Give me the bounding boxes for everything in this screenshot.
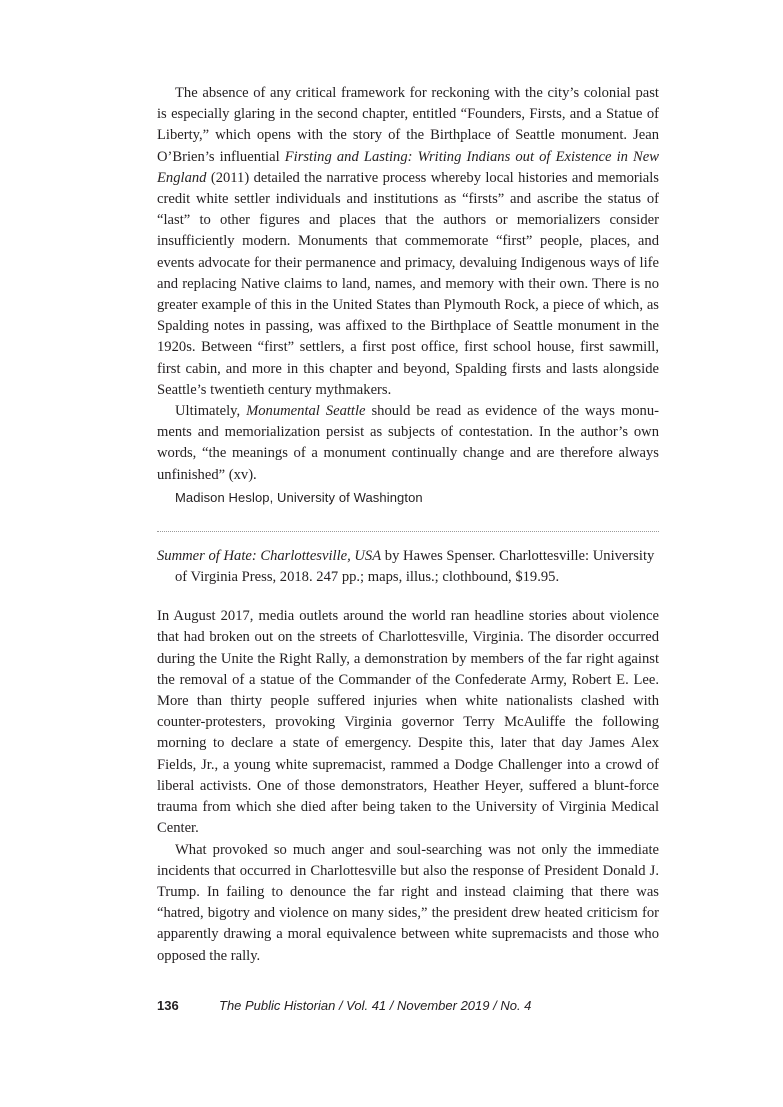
review1-paragraph-1: [157, 83, 659, 401]
review2-body: [157, 606, 659, 966]
review1-p2-text-a: Ultimately,: [175, 403, 247, 420]
review1-p2-book-title: Monumental Seattle: [246, 403, 366, 420]
section-divider: [157, 531, 659, 532]
journal-citation: The Public Historian / Vol. 41 / November 2019 / No. 4: [219, 998, 532, 1013]
review1-p2-text-b: should be read as evidence of the ways monuments and memorialization persist as subjects of contestation. In the author’s own words, “the meanings of a monument continually change and are therefore always unfinished” (xv).: [157, 403, 659, 483]
page-number: 136: [157, 998, 179, 1013]
book-publication-info: by Hawes Spenser. Charlottesville: University of Virginia Press, 2018. 247 pp.; maps, illus.; clothbound, $19.95.: [175, 547, 655, 586]
review1-p1-text-b: (2011) detailed the narrative process whereby local histories and memorials credit white settler individuals and institutions as “firsts” and ascribe the status of “last” to other figures and places that the authors or memorializers consider insufficiently modern. Monuments that commemorate “first” people, places, and events advocate for their permanence and primacy, devaluing Indigenous ways of life and replacing Native claims to land, names, and memory with their own. There is no greater example of this in the United States than Plymouth Rock, a piece of which, as Spalding notes in passing, was affixed to the Birthplace of Seattle monument in the 1920s. Between “first” settlers, a first post office, first school house, first sawmill, first cabin, and more in this chapter and beyond, Spalding firsts and lasts alongside Seattle’s twentieth century mythmakers.: [157, 169, 659, 398]
review2-paragraph-2: What provoked so much anger and soul-searching was not only the immediate incidents that occurred in Charlottesville but also the response of President Donald J. Trump. In failing to denounce the far right and instead claiming that there was “hatred, bigotry and violence on many sides,” the president drew heated criticism for apparently drawing a moral equivalence between white supremacists and those who opposed the rally.: [157, 841, 659, 964]
page-footer: [157, 996, 659, 1016]
book-title: Summer of Hate: Charlottesville, USA: [157, 547, 382, 564]
review1-p1-book-title: Firsting and Lasting: Writing Indians out of Existence in New England: [157, 148, 659, 186]
reviewer-byline: Madison Heslop, University of Washington: [175, 489, 423, 505]
review2-paragraph-1: In August 2017, media outlets around the world ran headline stories about violence that had broken out on the streets of Charlottesville, Virginia. The disorder occurred during the Unite the Right Rally, a demonstration by members of the far right against the removal of a statue of the Commander of the Confederate Army, Robert E. Lee. More than thirty people suffered injuries when white nationalists clashed with counter-protesters, provoking Virginia governor Terry McAuliffe the following morning to declare a state of emergency. Despite this, later that day James Alex Fields, Jr., a young white supremacist, rammed a Dodge Challenger into a crowd of liberal activists. One of those demonstrators, Heather Heyer, suffered a blunt-force trauma from which she died after being taken to the University of Virginia Medical Center.: [157, 608, 659, 837]
book-citation: [157, 546, 659, 588]
review1-paragraph-2: [157, 401, 659, 486]
page-body: [157, 83, 659, 967]
review1-p1-text-a: The absence of any critical framework for reckoning with the city’s colonial past is especially glaring in the second chapter, entitled “Founders, Firsts, and a Statue of Liberty,” which opens with the story of the Birthplace of Seattle monument. Jean O’Brien’s influential: [157, 85, 659, 165]
